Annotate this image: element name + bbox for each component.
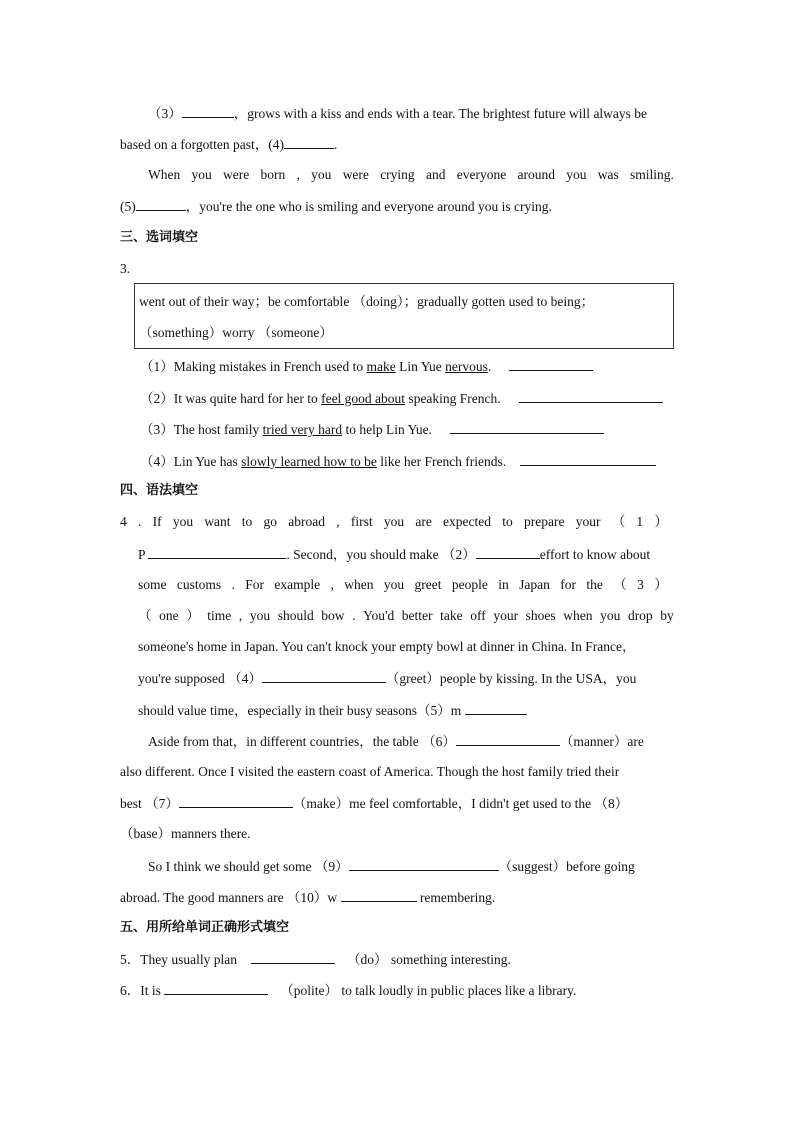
question-text: （polite） to talk loudly in public places like a library. <box>280 983 577 998</box>
word: abroad <box>288 514 326 529</box>
answer-blank-5[interactable] <box>136 197 186 211</box>
word: were <box>223 167 250 182</box>
grammar-p2-line-4: （base）manners there. <box>120 826 251 841</box>
word: should <box>277 608 314 623</box>
question-text: （4）Lin Yue has <box>140 454 242 469</box>
word: Japan <box>519 577 550 592</box>
question-text: Lin Yue <box>395 359 446 374</box>
word: better <box>401 608 433 623</box>
question-text: （do） something interesting. <box>346 952 511 967</box>
word: were <box>342 167 369 182</box>
passage-text: effort to know about <box>539 547 651 562</box>
word: ） <box>654 577 668 592</box>
word-bank-line-1: went out of their way；be comfortable （doing）；gradually gotten used to being； <box>139 294 595 309</box>
answer-blank-g10[interactable] <box>341 888 417 902</box>
word: when <box>563 608 593 623</box>
grammar-line-7 <box>138 701 527 720</box>
word: （ <box>611 514 626 529</box>
word: your <box>575 514 601 529</box>
answer-blank-s3-3[interactable] <box>450 420 604 434</box>
grammar-line-2 <box>138 545 650 564</box>
word: want <box>204 514 231 529</box>
grammar-line-5: someone's home in Japan. You can't knock your empty bowl at dinner in China. In France， <box>138 639 636 654</box>
word: drop <box>627 608 653 623</box>
question-text: （2）It was quite hard for her to <box>140 391 322 406</box>
word: （ <box>138 608 152 623</box>
word: 1 <box>636 514 644 529</box>
section5-question-6 <box>120 981 576 1000</box>
answer-blank-s3-1[interactable] <box>509 357 593 371</box>
grammar-p2-line-1 <box>148 732 644 751</box>
word: expected <box>443 514 492 529</box>
grammar-p3-line-2 <box>120 888 495 907</box>
word: time <box>207 608 232 623</box>
question-text: . <box>487 359 492 374</box>
passage-text: based on a forgotten past，(4) <box>120 137 284 152</box>
word: prepare <box>524 514 565 529</box>
word: ） <box>186 608 200 623</box>
word-bank-box <box>134 283 674 349</box>
word: was <box>597 167 619 182</box>
passage-text: ，you're the one who is smiling and everyone around you is crying. <box>185 199 552 214</box>
answer-blank-g5[interactable] <box>465 701 527 715</box>
passage-text: should value time，especially in their busy seasons（5）m <box>138 703 462 718</box>
answer-blank-4[interactable] <box>284 135 334 149</box>
answer-blank-5-do[interactable] <box>251 950 335 964</box>
question-number: （3） <box>148 106 182 121</box>
word: bow <box>321 608 345 623</box>
passage-text: So I think we should get some （9） <box>148 859 349 874</box>
word: you <box>311 167 332 182</box>
section-heading-5: 五、用所给单词正确形式填空 <box>120 920 290 935</box>
word: , <box>336 514 340 529</box>
word: （ <box>613 577 627 592</box>
question-number-3: 3. <box>120 261 131 276</box>
word: off <box>470 608 486 623</box>
section3-question-4 <box>140 452 656 471</box>
answer-blank-g9[interactable] <box>349 857 499 871</box>
word: you <box>191 167 212 182</box>
word: for <box>560 577 577 592</box>
answer-blank-g2[interactable] <box>476 545 540 559</box>
word: If <box>152 514 162 529</box>
grammar-line-4 <box>138 607 674 625</box>
word: people <box>451 577 488 592</box>
question-text: （3）The host family <box>140 422 263 437</box>
word: crying <box>380 167 415 182</box>
word: You'd <box>363 608 395 623</box>
word: example <box>274 577 321 592</box>
word: greet <box>414 577 442 592</box>
word: smiling. <box>630 167 674 182</box>
word: you <box>600 608 621 623</box>
passage-text: （manner）are <box>559 734 644 749</box>
grammar-p2-line-2: also different. Once I visited the eastern coast of America. Though the host family tried their <box>120 764 620 779</box>
underlined-phrase: make <box>366 359 396 374</box>
section3-question-2 <box>140 389 663 408</box>
word: by <box>660 608 674 623</box>
word: . <box>137 514 142 529</box>
passage-text: abroad. The good manners are （10）w <box>120 890 338 905</box>
grammar-p3-line-1 <box>148 857 635 876</box>
answer-blank-g4[interactable] <box>262 669 386 683</box>
word: born <box>260 167 286 182</box>
word: everyone <box>456 167 507 182</box>
answer-blank-s3-4[interactable] <box>520 452 656 466</box>
passage-text: remembering. <box>416 890 496 905</box>
question-text: speaking French. <box>405 391 501 406</box>
word: to <box>502 514 513 529</box>
word: take <box>440 608 463 623</box>
word: you <box>172 514 194 529</box>
passage-line-1 <box>148 104 674 123</box>
word: you <box>383 577 405 592</box>
word: to <box>241 514 253 529</box>
grammar-line-6 <box>138 669 636 688</box>
word: When <box>148 167 181 182</box>
passage-text: ，grows with a kiss and ends with a tear. The brightest future will always be <box>233 106 648 121</box>
question-text: to help Lin Yue. <box>342 422 432 437</box>
answer-blank-6-polite[interactable] <box>164 981 268 995</box>
word: in <box>498 577 509 592</box>
question-text: 6．It is <box>120 983 161 998</box>
section5-question-5 <box>120 950 511 969</box>
grammar-line-1 <box>120 513 668 531</box>
passage-line-4 <box>120 197 552 216</box>
answer-blank-g6[interactable] <box>456 732 560 746</box>
passage-line-3 <box>148 166 674 184</box>
question-number: (5) <box>120 199 136 214</box>
word: one <box>159 608 179 623</box>
answer-blank-g1[interactable] <box>148 545 286 559</box>
word: when <box>344 577 374 592</box>
word: you <box>249 608 271 623</box>
underlined-phrase: nervous <box>445 359 488 374</box>
passage-text: （greet）people by kissing. In the USA，you <box>385 671 637 686</box>
word: , <box>296 167 300 182</box>
underlined-phrase: slowly learned how to be <box>241 454 377 469</box>
section-heading-4: 四、语法填空 <box>120 483 199 498</box>
section3-question-3 <box>140 420 604 439</box>
word: 3 <box>637 577 644 592</box>
passage-text: P <box>138 547 146 562</box>
word: . <box>352 608 356 623</box>
underlined-phrase: feel good about <box>321 391 406 406</box>
answer-blank-3[interactable] <box>182 104 234 118</box>
word: ） <box>654 514 668 529</box>
passage-text: Aside from that，in different countries，the table （6） <box>148 734 456 749</box>
answer-blank-s3-2[interactable] <box>519 389 663 403</box>
section3-question-1 <box>140 357 593 376</box>
word-bank-line-2: （something）worry （someone） <box>139 325 333 340</box>
word: . <box>231 577 235 592</box>
section-heading-3: 三、选词填空 <box>120 230 199 245</box>
passage-line-2 <box>120 135 337 154</box>
grammar-p2-line-3 <box>120 794 628 813</box>
word: some <box>138 577 167 592</box>
word: customs <box>176 577 222 592</box>
grammar-line-3 <box>138 576 668 594</box>
word: go <box>263 514 278 529</box>
word: For <box>245 577 265 592</box>
word: and <box>425 167 446 182</box>
question-text: like her French friends. <box>376 454 507 469</box>
passage-text: best （7） <box>120 796 179 811</box>
word: , <box>330 577 334 592</box>
period: . <box>333 137 338 152</box>
word: the <box>586 577 603 592</box>
word: you <box>383 514 405 529</box>
word: , <box>238 608 243 623</box>
question-text: （1）Making mistakes in French used to <box>140 359 367 374</box>
question-text: 5．They usually plan <box>120 952 237 967</box>
word: you <box>566 167 587 182</box>
word: your <box>493 608 519 623</box>
answer-blank-g7[interactable] <box>179 794 293 808</box>
word: around <box>517 167 555 182</box>
passage-text: you're supposed （4） <box>138 671 262 686</box>
word: first <box>350 514 373 529</box>
passage-text: （make）me feel comfortable，I didn't get used to the （8） <box>292 796 629 811</box>
passage-text: . Second，you should make （2） <box>286 547 476 562</box>
word: shoes <box>525 608 556 623</box>
underlined-phrase: tried very hard <box>262 422 343 437</box>
passage-text: （suggest）before going <box>498 859 635 874</box>
word: 4 <box>120 514 127 529</box>
word: are <box>415 514 432 529</box>
